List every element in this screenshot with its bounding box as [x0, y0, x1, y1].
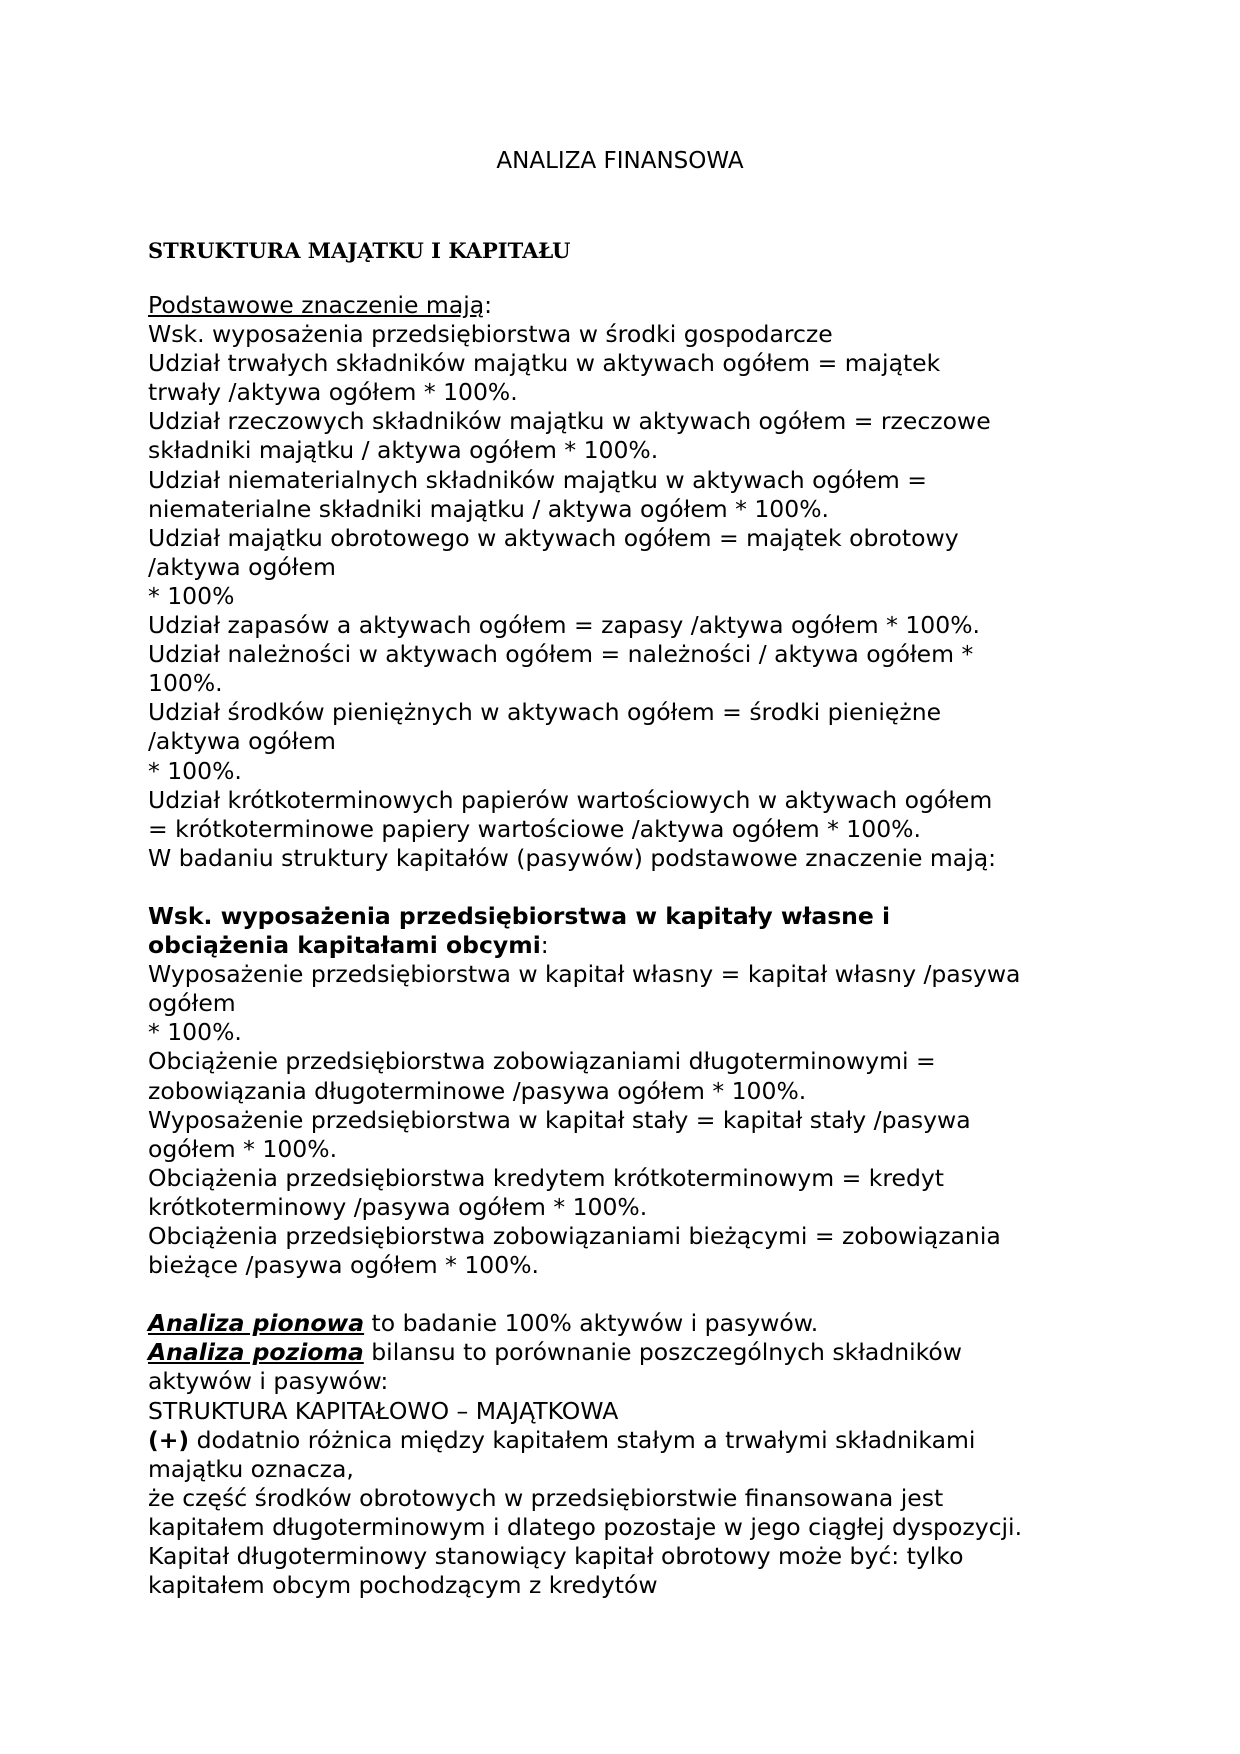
- plus-line: [148, 1426, 1148, 1455]
- structure-heading: STRUKTURA KAPITAŁOWO – MAJĄTKOWA: [148, 1396, 619, 1425]
- analysis-line: że część środków obrotowych w przedsiębiorstwie finansowana jest: [148, 1483, 944, 1512]
- capital-line: Wyposażenie przedsiębiorstwa w kapitał stały = kapitał stały /pasywa: [148, 1105, 971, 1134]
- assets-line: /aktywa ogółem: [148, 552, 336, 581]
- assets-line: Wsk. wyposażenia przedsiębiorstwa w środki gospodarcze: [148, 320, 833, 349]
- section-heading: STRUKTURA MAJĄTKU I KAPITAŁU: [148, 238, 571, 263]
- blank-line: [148, 873, 1148, 902]
- assets-line: Udział zapasów a aktywach ogółem = zapasy /aktywa ogółem * 100%.: [148, 611, 980, 640]
- assets-line: Udział trwałych składników majątku w aktywach ogółem = majątek: [148, 349, 941, 378]
- vertical-analysis-term: Analiza pionowa: [148, 1309, 365, 1338]
- assets-line: /aktywa ogółem: [148, 727, 336, 756]
- assets-line: Udział rzeczowych składników majątku w aktywach ogółem = rzeczowe: [148, 407, 991, 436]
- assets-line: * 100%: [148, 581, 235, 610]
- capital-line: Obciążenie przedsiębiorstwa zobowiązaniami długoterminowymi =: [148, 1047, 936, 1076]
- capital-heading-bold: obciążenia kapitałami obcymi: [148, 931, 541, 960]
- blank-line: [148, 1280, 1148, 1309]
- document-body: [148, 291, 1148, 1600]
- analysis-line: kapitałem długoterminowym i dlatego pozostaje w jego ciągłej dyspozycji.: [148, 1512, 1023, 1541]
- capital-line: bieżące /pasywa ogółem * 100%.: [148, 1251, 540, 1280]
- assets-intro-underlined: Podstawowe znaczenie mają: [148, 291, 485, 319]
- assets-line: Udział niematerialnych składników majątku w aktywach ogółem =: [148, 465, 927, 494]
- assets-line: 100%.: [148, 669, 223, 698]
- assets-line: trwały /aktywa ogółem * 100%.: [148, 378, 518, 407]
- vertical-analysis-line: [148, 1309, 1148, 1338]
- capital-heading-line-1: Wsk. wyposażenia przedsiębiorstwa w kapitały własne i: [148, 901, 891, 930]
- assets-intro-tail: :: [484, 291, 493, 319]
- assets-line: Udział środków pieniężnych w aktywach ogółem = środki pieniężne: [148, 698, 942, 727]
- capital-line: * 100%.: [148, 1018, 242, 1047]
- horizontal-analysis-line: [148, 1338, 1148, 1367]
- assets-line: składniki majątku / aktywa ogółem * 100%.: [148, 436, 659, 465]
- horizontal-analysis-cont: aktywów i pasywów:: [148, 1367, 389, 1396]
- plus-text: dodatnio różnica między kapitałem stałym a trwałymi składnikami: [189, 1425, 976, 1454]
- horizontal-analysis-text: bilansu to porównanie poszczególnych składników: [363, 1338, 963, 1367]
- assets-intro: [148, 291, 1148, 320]
- capital-line: Wyposażenie przedsiębiorstwa w kapitał własny = kapitał własny /pasywa: [148, 960, 1021, 989]
- capital-line: Obciążenia przedsiębiorstwa zobowiązaniami bieżącymi = zobowiązania: [148, 1222, 1001, 1250]
- assets-line: Udział majątku obrotowego w aktywach ogółem = majątek obrotowy: [148, 523, 959, 552]
- analysis-line: Kapitał długoterminowy stanowiący kapitał obrotowy może być: tylko: [148, 1542, 964, 1571]
- capital-line: zobowiązania długoterminowe /pasywa ogółem * 100%.: [148, 1076, 807, 1105]
- assets-line: niematerialne składniki majątku / aktywa ogółem * 100%.: [148, 494, 830, 523]
- analysis-line: majątku oznacza,: [148, 1454, 354, 1483]
- assets-line: = krótkoterminowe papiery wartościowe /aktywa ogółem * 100%.: [148, 814, 921, 843]
- assets-line: W badaniu struktury kapitałów (pasywów) podstawowe znaczenie mają:: [148, 843, 997, 872]
- analysis-line: kapitałem obcym pochodzącym z kredytów: [148, 1571, 658, 1600]
- capital-line: krótkoterminowy /pasywa ogółem * 100%.: [148, 1192, 648, 1221]
- capital-heading-tail: :: [540, 931, 549, 960]
- horizontal-analysis-term: Analiza pozioma: [148, 1338, 364, 1367]
- capital-line: ogółem: [148, 989, 236, 1018]
- plus-sign: (+): [148, 1425, 190, 1454]
- assets-line: Udział należności w aktywach ogółem = należności / aktywa ogółem *: [148, 640, 974, 669]
- assets-line: * 100%.: [148, 756, 242, 785]
- capital-line: ogółem * 100%.: [148, 1134, 338, 1163]
- capital-line: Obciążenia przedsiębiorstwa kredytem krótkoterminowym = kredyt: [148, 1163, 944, 1192]
- capital-heading-line-2: [148, 931, 1148, 960]
- vertical-analysis-text: to badanie 100% aktywów i pasywów.: [364, 1309, 819, 1338]
- document-title: ANALIZA FINANSOWA: [496, 148, 744, 174]
- assets-line: Udział krótkoterminowych papierów wartościowych w aktywach ogółem: [148, 785, 993, 814]
